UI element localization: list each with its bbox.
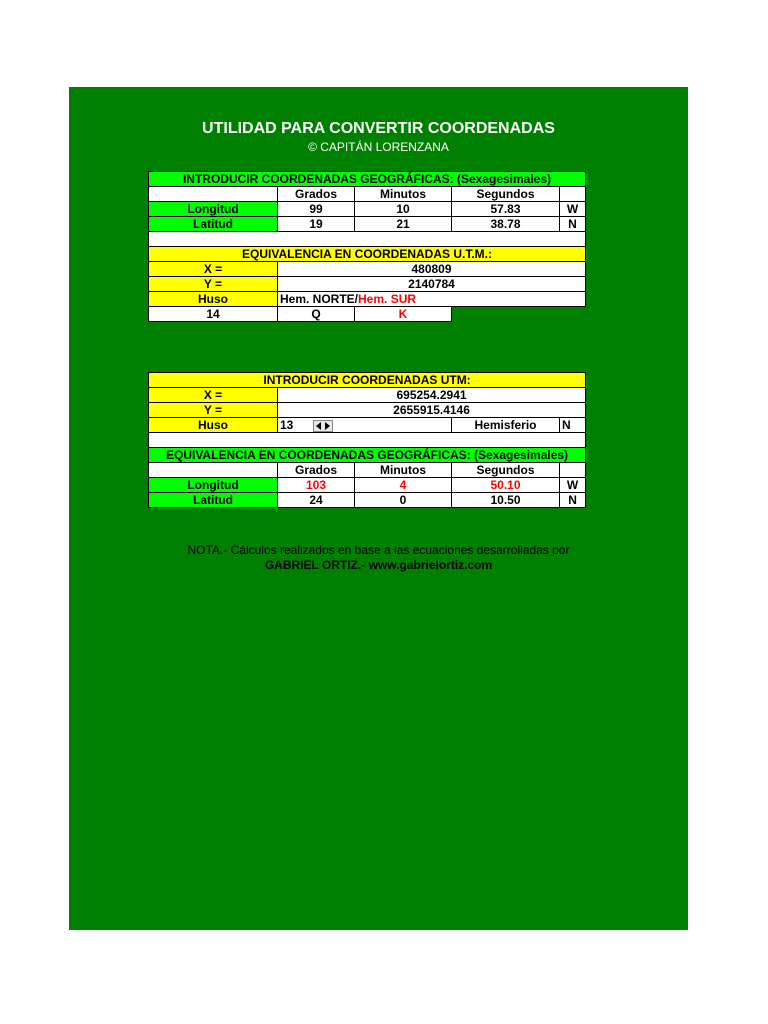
hem-norte-text: Hem. NORTE/ [280, 292, 359, 306]
hemisphere-label [278, 292, 586, 307]
utm-to-geo-table [148, 372, 586, 508]
utm-x-value: 480809 [278, 262, 586, 277]
huso-spinner[interactable] [313, 420, 333, 432]
empty-cell [560, 187, 586, 202]
longitud-label: Longitud [149, 202, 278, 217]
geo-to-utm-table [148, 171, 586, 322]
result-latitud-label: Latitud [149, 493, 278, 508]
utm-band-k: K [355, 307, 452, 322]
utm-input-y-field[interactable]: 2655915.4146 [278, 403, 586, 418]
latitud-label: Latitud [149, 217, 278, 232]
result-longitud-label: Longitud [149, 478, 278, 493]
empty-cell [149, 187, 278, 202]
latitud-dir-input[interactable]: N [560, 217, 586, 232]
result-latitud-segundos: 10.50 [452, 493, 560, 508]
utm-huso-label: Huso [149, 292, 278, 307]
utm-input-y-label: Y = [149, 403, 278, 418]
result-longitud-dir: W [560, 478, 586, 493]
hem-sur-text: Hem. SUR [358, 292, 417, 306]
spreadsheet-area [69, 87, 688, 930]
col-minutos: Minutos [355, 463, 452, 478]
utm-input-x-label: X = [149, 388, 278, 403]
spacer-row [149, 232, 586, 247]
latitud-segundos-input[interactable]: 38.78 [452, 217, 560, 232]
huso-cell [278, 418, 452, 433]
spacer-row [149, 433, 586, 448]
longitud-minutos-input[interactable]: 10 [355, 202, 452, 217]
result-latitud-minutos: 0 [355, 493, 452, 508]
note-line-1: NOTA.- Cálculos realizados en base a las ecuaciones desarrolladas por [187, 543, 570, 557]
col-segundos: Segundos [452, 187, 560, 202]
utm-input-heading: INTRODUCIR COORDENADAS UTM: [149, 373, 586, 388]
utm-result-heading: EQUIVALENCIA EN COORDENADAS U.T.M.: [149, 247, 586, 262]
col-segundos: Segundos [452, 463, 560, 478]
result-latitud-dir: N [560, 493, 586, 508]
arrow-right-icon[interactable] [325, 422, 330, 430]
geo-result-heading: EQUIVALENCIA EN COORDENADAS GEOGRÁFICAS: (Sexagesimales) [149, 448, 586, 463]
col-grados: Grados [278, 187, 355, 202]
result-latitud-grados: 24 [278, 493, 355, 508]
longitud-grados-input[interactable]: 99 [278, 202, 355, 217]
utm-x-label: X = [149, 262, 278, 277]
empty-cell [452, 307, 586, 322]
result-longitud-segundos: 50.10 [452, 478, 560, 493]
utm-input-huso-label: Huso [149, 418, 278, 433]
utm-band-q: Q [278, 307, 355, 322]
hemisferio-input[interactable]: N [560, 418, 586, 433]
geo-input-heading: INTRODUCIR COORDENADAS GEOGRÁFICAS: (Sexagesimales) [149, 172, 586, 187]
latitud-grados-input[interactable]: 19 [278, 217, 355, 232]
longitud-dir-input[interactable]: W [560, 202, 586, 217]
utm-y-value: 2140784 [278, 277, 586, 292]
utm-y-label: Y = [149, 277, 278, 292]
note-line-2: GABRIEL ORTIZ.- www.gabrielortiz.com [264, 558, 493, 572]
empty-cell [560, 463, 586, 478]
arrow-left-icon[interactable] [316, 422, 321, 430]
col-minutos: Minutos [355, 187, 452, 202]
utm-input-x-field[interactable]: 695254.2941 [278, 388, 586, 403]
longitud-segundos-input[interactable]: 57.83 [452, 202, 560, 217]
col-grados: Grados [278, 463, 355, 478]
hemisferio-label: Hemisferio [452, 418, 560, 433]
utm-zone-value: 14 [149, 307, 278, 322]
latitud-minutos-input[interactable]: 21 [355, 217, 452, 232]
huso-input-value[interactable]: 13 [280, 418, 294, 432]
page-subtitle: © CAPITÁN LORENZANA [308, 140, 449, 154]
result-longitud-grados: 103 [278, 478, 355, 493]
page-title: UTILIDAD PARA CONVERTIR COORDENADAS [202, 120, 555, 137]
empty-cell [149, 463, 278, 478]
result-longitud-minutos: 4 [355, 478, 452, 493]
